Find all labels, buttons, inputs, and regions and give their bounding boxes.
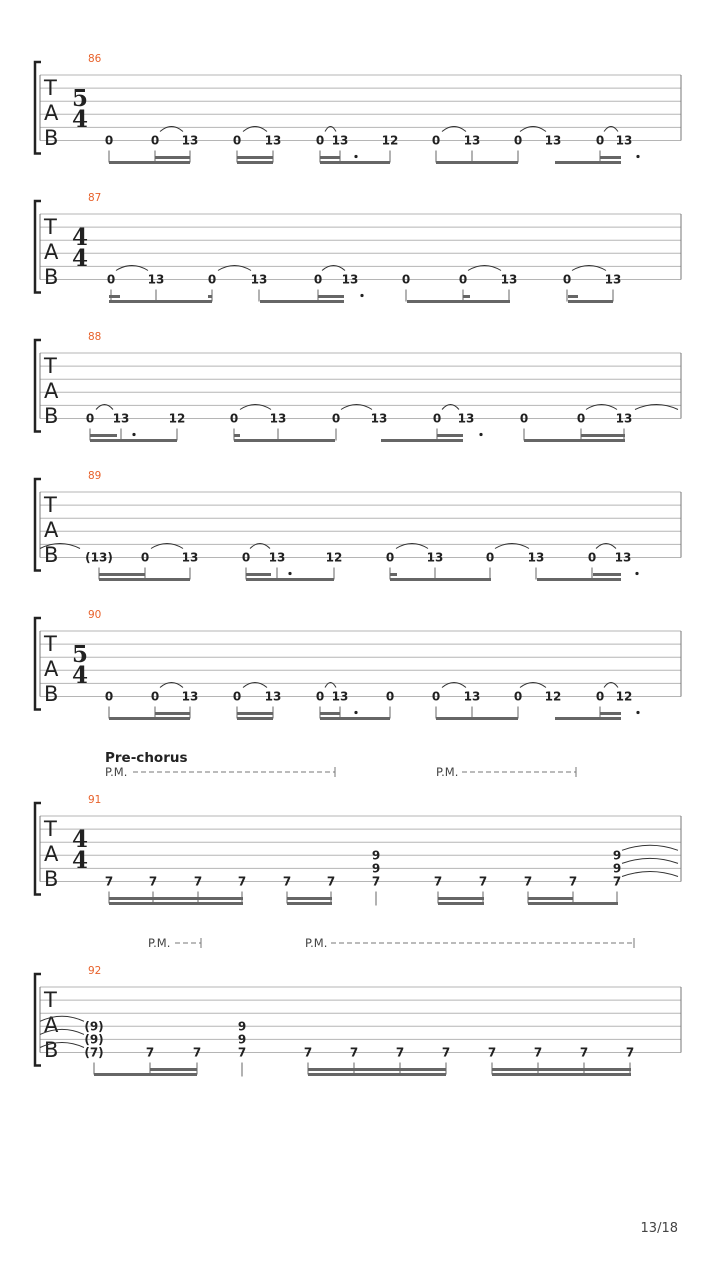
fret-number: 9 (612, 861, 622, 876)
time-signature-numerator: 5 (72, 641, 89, 668)
fret-number: 7 (523, 874, 533, 889)
tab-clef-letter: B (44, 404, 59, 428)
fret-number: 0 (232, 133, 242, 148)
fret-number: 7 (145, 1045, 155, 1060)
fret-number: 7 (148, 874, 158, 889)
fret-number: 9 (237, 1019, 247, 1034)
tab-clef-letter: T (44, 632, 57, 656)
fret-number: 0 (104, 689, 114, 704)
tab-clef-letter: A (44, 379, 59, 403)
fret-number: 0 (519, 411, 529, 426)
fret-number: 13 (615, 411, 633, 426)
fret-number: 0 (595, 689, 605, 704)
fret-number: 13 (331, 133, 349, 148)
tie-arc (622, 858, 678, 863)
fret-number: 12 (615, 689, 633, 704)
measure-number: 92 (88, 965, 102, 977)
measure-number: 87 (88, 192, 102, 204)
time-signature-denominator: 4 (72, 662, 89, 689)
measure-number: 89 (88, 470, 102, 482)
augmentation-dot (354, 155, 357, 158)
fret-number: 0 (385, 550, 395, 565)
fret-number: 7 (104, 874, 114, 889)
tab-clef-letter: T (44, 354, 57, 378)
fret-number: 13 (544, 133, 562, 148)
tab-clef-letter: A (44, 240, 59, 264)
fret-number: 0 (140, 550, 150, 565)
fret-number: 13 (500, 272, 518, 287)
palm-mute-label: P.M. (436, 765, 459, 779)
fret-number: 0 (150, 689, 160, 704)
fret-number: 7 (612, 874, 622, 889)
fret-number: 7 (441, 1045, 451, 1060)
fret-number: 13 (181, 550, 199, 565)
time-signature-denominator: 4 (72, 847, 89, 874)
fret-number: 13 (181, 689, 199, 704)
augmentation-dot (635, 572, 638, 575)
palm-mute-label: P.M. (105, 765, 128, 779)
tab-clef-letter: A (44, 101, 59, 125)
fret-number: (7) (84, 1045, 104, 1060)
tab-clef-letter: T (44, 76, 57, 100)
fret-number: (9) (84, 1019, 104, 1034)
fret-number: 0 (385, 689, 395, 704)
fret-number: 7 (395, 1045, 405, 1060)
fret-number: 0 (106, 272, 116, 287)
section-label: Pre-chorus (105, 750, 188, 766)
fret-number: 0 (513, 133, 523, 148)
measure-number: 91 (88, 794, 102, 806)
fret-number: 13 (463, 133, 481, 148)
augmentation-dot (360, 294, 363, 297)
tab-clef-letter: B (44, 265, 59, 289)
fret-number: 13 (614, 550, 632, 565)
fret-number: 13 (341, 272, 359, 287)
fret-number: 0 (207, 272, 217, 287)
augmentation-dot (132, 433, 135, 436)
fret-number: 0 (85, 411, 95, 426)
fret-number: 13 (269, 411, 287, 426)
fret-number: 13 (268, 550, 286, 565)
fret-number: 13 (331, 689, 349, 704)
fret-number: 0 (485, 550, 495, 565)
time-signature-denominator: 4 (72, 245, 89, 272)
fret-number: 7 (371, 874, 381, 889)
fret-number: 13 (615, 133, 633, 148)
tab-clef-letter: B (44, 867, 59, 891)
fret-number: 0 (595, 133, 605, 148)
tab-clef-letter: T (44, 493, 57, 517)
fret-number: 12 (325, 550, 343, 565)
tab-clef-letter: B (44, 126, 59, 150)
tab-clef-letter: B (44, 543, 59, 567)
augmentation-dot (288, 572, 291, 575)
time-signature-numerator: 4 (72, 224, 89, 251)
tab-clef-letter: T (44, 988, 57, 1012)
fret-number: 0 (587, 550, 597, 565)
tab-clef-letter: A (44, 518, 59, 542)
fret-number: 0 (315, 689, 325, 704)
fret-number: 13 (250, 272, 268, 287)
fret-number: 9 (237, 1032, 247, 1047)
fret-number: 0 (241, 550, 251, 565)
palm-mute-label: P.M. (148, 936, 171, 950)
measure-number: 86 (88, 53, 102, 65)
tab-clef-letter: B (44, 1038, 59, 1062)
tie-arc (622, 872, 678, 877)
fret-number: 0 (431, 689, 441, 704)
fret-number: 0 (513, 689, 523, 704)
fret-number: 7 (237, 874, 247, 889)
fret-number: 9 (612, 848, 622, 863)
fret-number: 7 (193, 874, 203, 889)
fret-number: 0 (150, 133, 160, 148)
fret-number: 13 (112, 411, 130, 426)
fret-number: 7 (282, 874, 292, 889)
tab-clef-letter: A (44, 657, 59, 681)
page-number: 13/18 (640, 1221, 678, 1236)
augmentation-dot (636, 711, 639, 714)
augmentation-dot (479, 433, 482, 436)
fret-number: 9 (371, 861, 381, 876)
fret-number: 0 (432, 411, 442, 426)
time-signature-numerator: 5 (72, 85, 89, 112)
palm-mute-label: P.M. (305, 936, 328, 950)
fret-number: 13 (370, 411, 388, 426)
fret-number: 0 (562, 272, 572, 287)
fret-number: 7 (579, 1045, 589, 1060)
augmentation-dot (636, 155, 639, 158)
tab-clef-letter: T (44, 817, 57, 841)
tie-arc (622, 845, 678, 850)
tab-clef-letter: B (44, 682, 59, 706)
fret-number: 12 (168, 411, 186, 426)
fret-number: 7 (533, 1045, 543, 1060)
fret-number: 13 (147, 272, 165, 287)
time-signature-numerator: 4 (72, 826, 89, 853)
fret-number: 0 (458, 272, 468, 287)
fret-number: 7 (192, 1045, 202, 1060)
fret-number: 13 (457, 411, 475, 426)
time-signature-denominator: 4 (72, 106, 89, 133)
tab-clef-letter: A (44, 842, 59, 866)
measure-number: 90 (88, 609, 102, 621)
fret-number: 0 (232, 689, 242, 704)
fret-number: (9) (84, 1032, 104, 1047)
fret-number: 0 (431, 133, 441, 148)
fret-number: 7 (237, 1045, 247, 1060)
fret-number: 7 (625, 1045, 635, 1060)
fret-number: 0 (229, 411, 239, 426)
fret-number: 0 (313, 272, 323, 287)
fret-number: 7 (303, 1045, 313, 1060)
augmentation-dot (354, 711, 357, 714)
fret-number: 7 (487, 1045, 497, 1060)
fret-number: 12 (381, 133, 399, 148)
fret-number: 7 (568, 874, 578, 889)
fret-number: 13 (463, 689, 481, 704)
tab-clef-letter: T (44, 215, 57, 239)
fret-number: 7 (349, 1045, 359, 1060)
fret-number: 0 (315, 133, 325, 148)
fret-number: 13 (604, 272, 622, 287)
fret-number: 7 (478, 874, 488, 889)
measure-number: 88 (88, 331, 102, 343)
fret-number: 12 (544, 689, 562, 704)
fret-number: 0 (401, 272, 411, 287)
fret-number: 13 (181, 133, 199, 148)
fret-number: 13 (527, 550, 545, 565)
tab-clef-letter: A (44, 1013, 59, 1037)
fret-number: 7 (326, 874, 336, 889)
fret-number: 0 (576, 411, 586, 426)
fret-number: 13 (264, 133, 282, 148)
fret-number: 0 (331, 411, 341, 426)
fret-number: 9 (371, 848, 381, 863)
fret-number: 13 (264, 689, 282, 704)
fret-number: 0 (104, 133, 114, 148)
fret-number: 7 (433, 874, 443, 889)
fret-number: 13 (426, 550, 444, 565)
fret-number: (13) (85, 550, 113, 565)
